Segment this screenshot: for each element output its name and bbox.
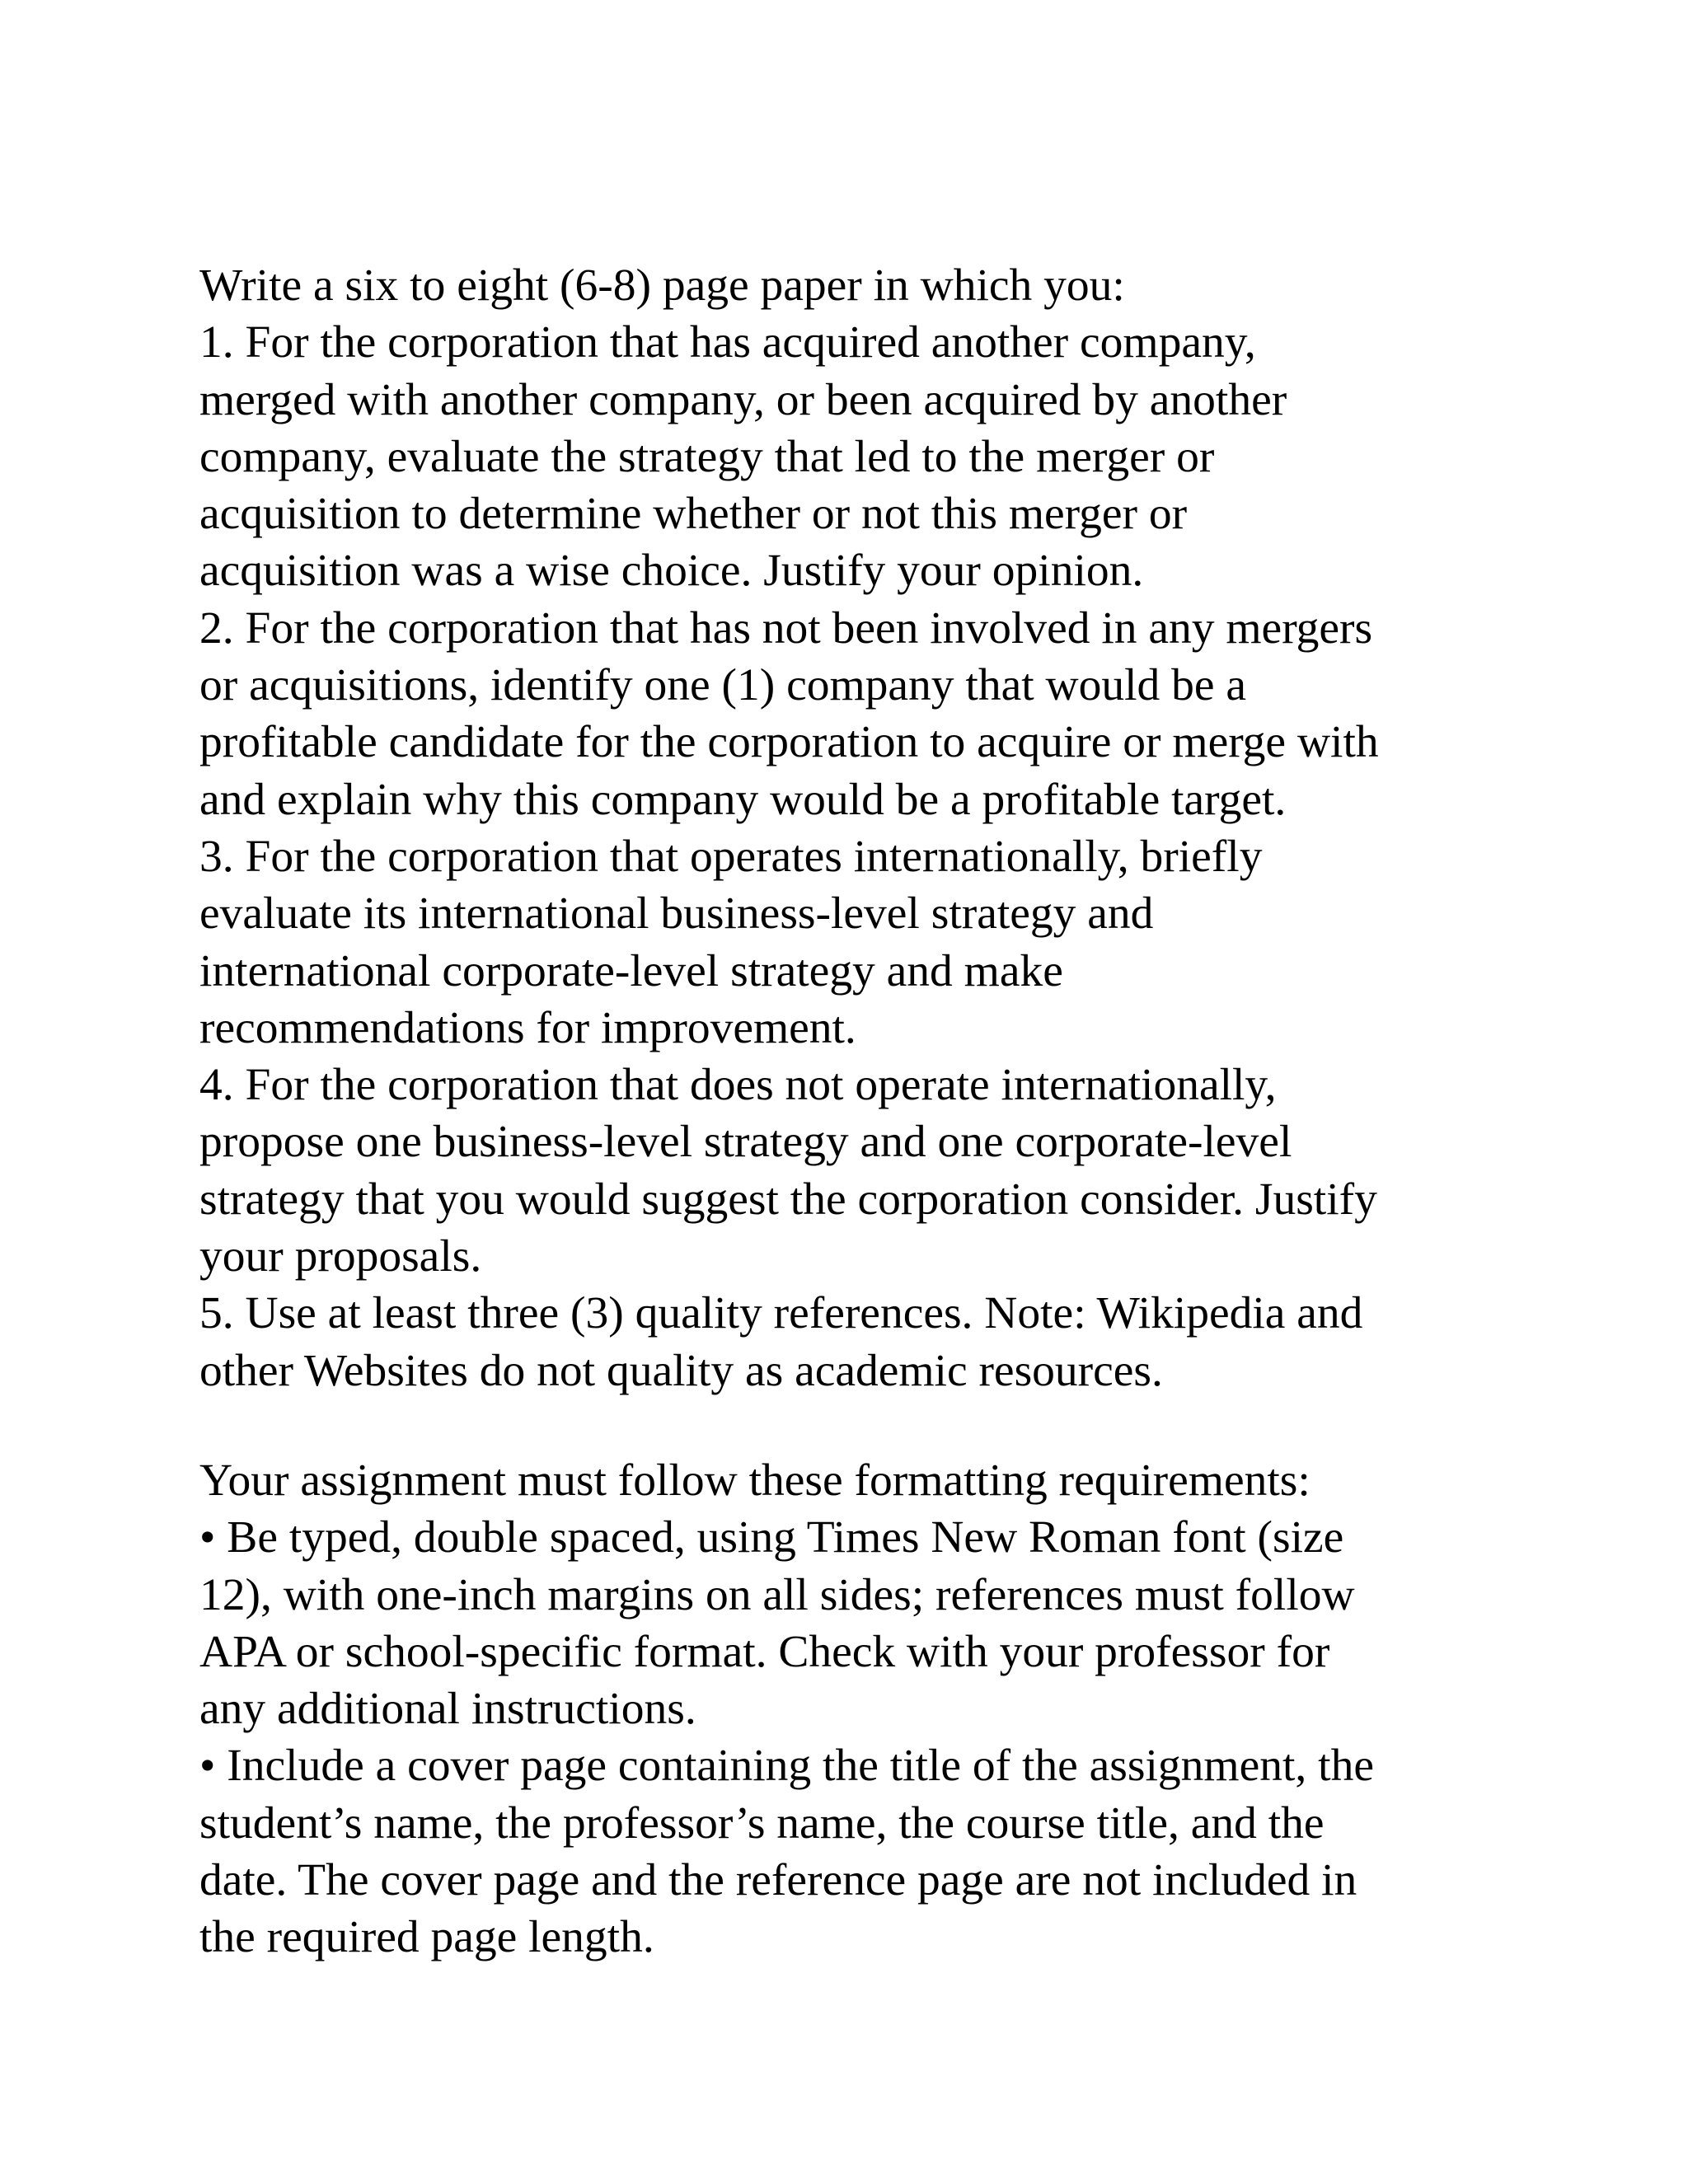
text-line: other Websites do not quality as academic resources. (199, 1345, 1163, 1396)
text-line: strategy that you would suggest the corporation consider. Justify (199, 1174, 1377, 1225)
text-line: propose one business-level strategy and one corporate-level (199, 1117, 1292, 1168)
text-line: acquisition was a wise choice. Justify your opinion. (199, 546, 1144, 597)
text-line: date. The cover page and the reference page are not included in (199, 1855, 1357, 1906)
text-line: student’s name, the professor’s name, the course title, and the (199, 1797, 1325, 1849)
text-line: and explain why this company would be a profitable target. (199, 774, 1287, 825)
text-line: international corporate-level strategy and make (199, 945, 1063, 996)
text-line: 4. For the corporation that does not operate internationally, (199, 1060, 1277, 1111)
text-line: profitable candidate for the corporation to acquire or merge with (199, 717, 1379, 768)
text-line: company, evaluate the strategy that led to the merger or (199, 431, 1215, 482)
text-line: Your assignment must follow these formatting requirements: (199, 1455, 1311, 1506)
text-line: merged with another company, or been acquired by another (199, 374, 1287, 425)
text-line: • Include a cover page containing the title of the assignment, the (199, 1741, 1374, 1792)
text-line: 1. For the corporation that has acquired another company, (199, 317, 1256, 368)
text-line: • Be typed, double spaced, using Times New Roman font (size (199, 1512, 1344, 1563)
text-line: APA or school-specific format. Check with your professor for (199, 1626, 1330, 1677)
formatting-requirements (199, 1452, 1518, 1966)
assignment-instructions (199, 257, 1518, 1399)
text-line: recommendations for improvement. (199, 1002, 856, 1053)
text-line: acquisition to determine whether or not this merger or (199, 489, 1188, 540)
text-line: Write a six to eight (6-8) page paper in which you: (199, 260, 1125, 311)
text-line: any additional instructions. (199, 1684, 696, 1735)
text-line: 5. Use at least three (3) quality references. Note: Wikipedia and (199, 1288, 1363, 1339)
text-line: evaluate its international business-level strategy and (199, 888, 1154, 940)
text-line: the required page length. (199, 1912, 654, 1963)
text-line: 12), with one-inch margins on all sides; references must follow (199, 1569, 1355, 1620)
text-line: 3. For the corporation that operates internationally, briefly (199, 831, 1263, 882)
text-line: 2. For the corporation that has not been involved in any mergers (199, 602, 1373, 654)
text-line: your proposals. (199, 1231, 482, 1282)
text-line: or acquisitions, identify one (1) company that would be a (199, 660, 1247, 711)
